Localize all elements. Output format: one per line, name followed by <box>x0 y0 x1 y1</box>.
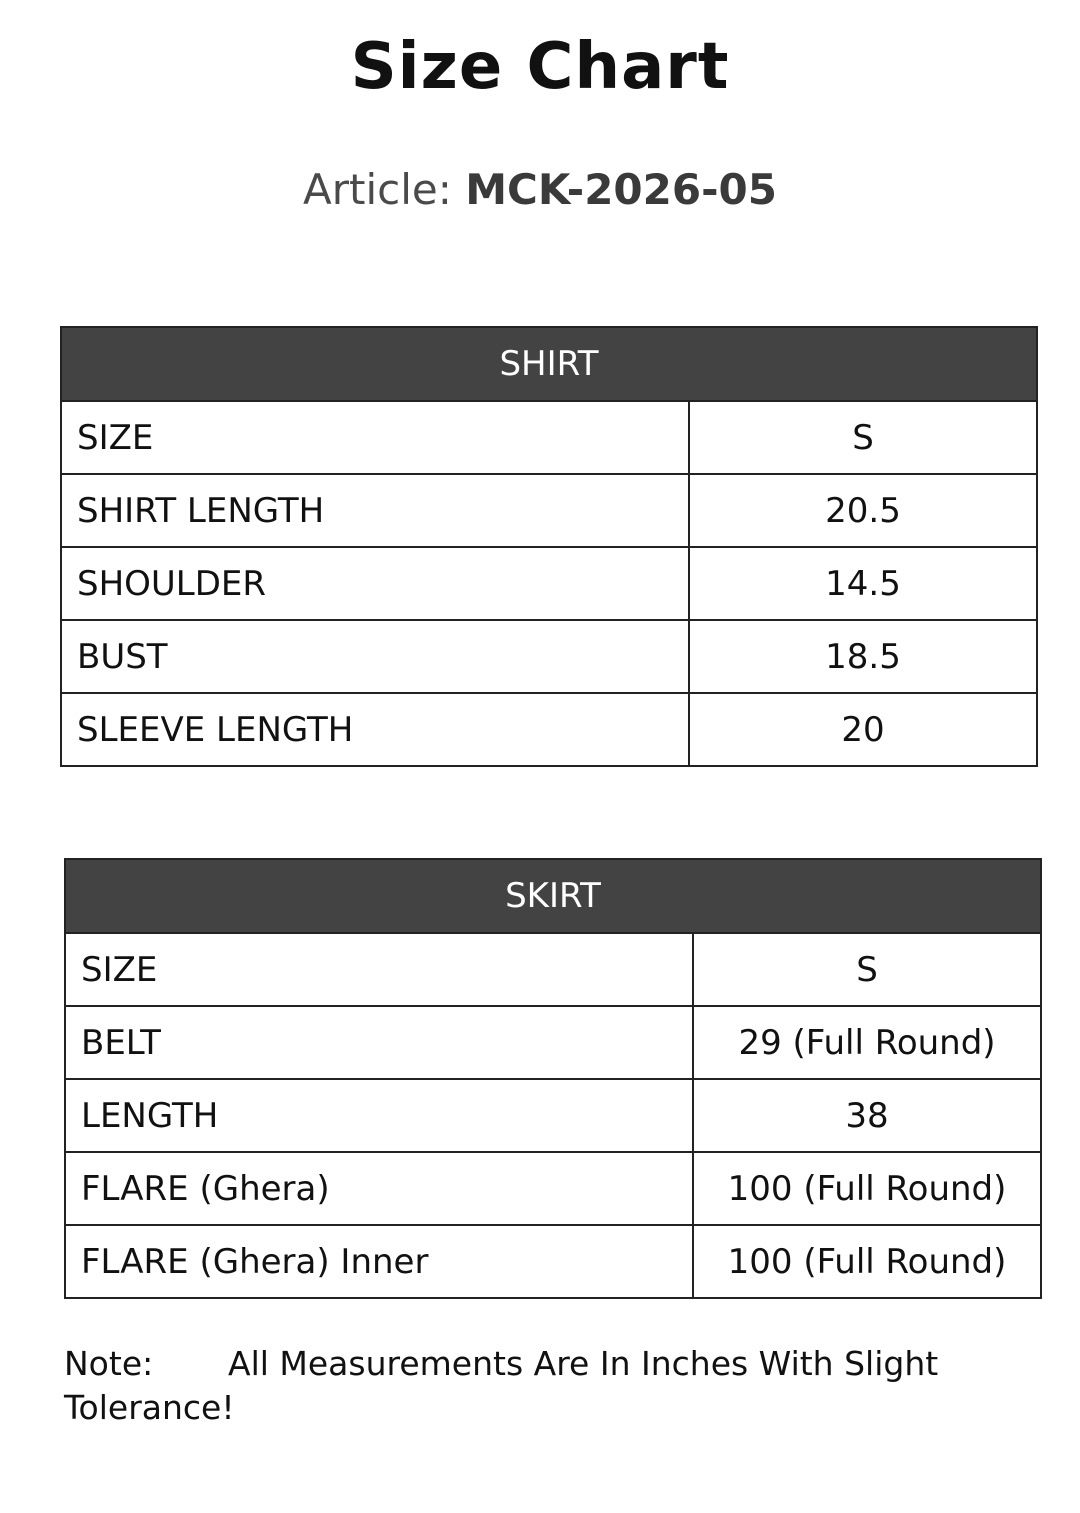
row-label: SLEEVE LENGTH <box>61 693 689 766</box>
row-label: SHIRT LENGTH <box>61 474 689 547</box>
table-row <box>65 1006 1041 1079</box>
article-line <box>0 165 1080 214</box>
row-value: S <box>689 401 1037 474</box>
note-text: All Measurements Are In Inches With Slight Tolerance! <box>64 1344 939 1427</box>
row-label: BUST <box>61 620 689 693</box>
skirt-table-header-row <box>65 859 1041 933</box>
shirt-table-header: SHIRT <box>61 327 1037 401</box>
row-label: LENGTH <box>65 1079 693 1152</box>
row-value: 20 <box>689 693 1037 766</box>
table-row <box>61 474 1037 547</box>
row-label: SIZE <box>65 933 693 1006</box>
table-row <box>61 620 1037 693</box>
skirt-table-header: SKIRT <box>65 859 1041 933</box>
page-title: Size Chart <box>350 30 730 104</box>
row-value: 18.5 <box>689 620 1037 693</box>
table-row <box>65 1225 1041 1298</box>
row-value: 100 (Full Round) <box>693 1152 1041 1225</box>
row-label: BELT <box>65 1006 693 1079</box>
table-row <box>61 693 1037 766</box>
row-label: FLARE (Ghera) <box>65 1152 693 1225</box>
table-row <box>61 401 1037 474</box>
article-label: Article: <box>303 165 452 214</box>
shirt-table-header-row <box>61 327 1037 401</box>
row-value: 38 <box>693 1079 1041 1152</box>
skirt-size-table <box>64 858 1042 1299</box>
article-code: MCK-2026-05 <box>465 165 777 214</box>
row-value: 100 (Full Round) <box>693 1225 1041 1298</box>
row-value: S <box>693 933 1041 1006</box>
row-value: 20.5 <box>689 474 1037 547</box>
row-value: 14.5 <box>689 547 1037 620</box>
table-row <box>65 1079 1041 1152</box>
measurement-note <box>64 1342 1024 1430</box>
row-label: SHOULDER <box>61 547 689 620</box>
row-label: SIZE <box>61 401 689 474</box>
table-row <box>61 547 1037 620</box>
table-row <box>65 933 1041 1006</box>
note-label: Note: <box>64 1344 154 1383</box>
row-value: 29 (Full Round) <box>693 1006 1041 1079</box>
shirt-size-table <box>60 326 1038 767</box>
row-label: FLARE (Ghera) Inner <box>65 1225 693 1298</box>
table-row <box>65 1152 1041 1225</box>
